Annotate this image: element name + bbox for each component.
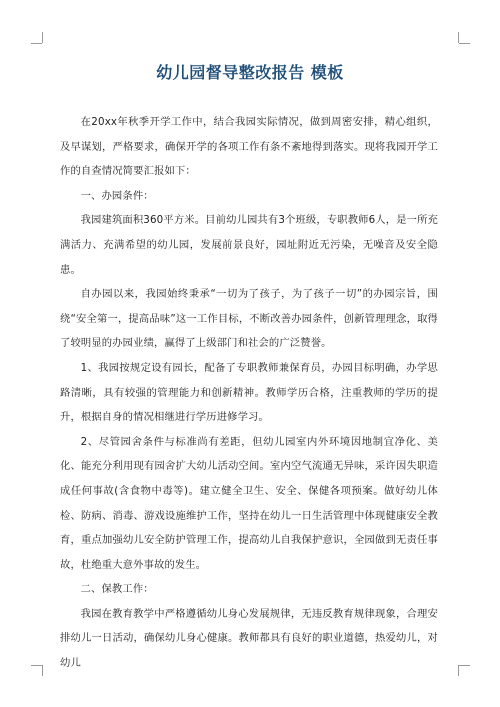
document-body [60, 110, 438, 676]
crop-mark-top-left-v [42, 32, 43, 43]
crop-mark-bottom-right-h [459, 665, 470, 666]
crop-mark-top-right-h [459, 43, 470, 44]
crop-mark-bottom-left-v [42, 665, 43, 676]
document-title: 幼儿园督导整改报告 模板 [156, 63, 344, 82]
section-heading-education: 二、保教工作： [80, 583, 154, 596]
section-heading-conditions: 一、办园条件： [80, 189, 154, 202]
paragraph-intro: 在20xx年秋季开学工作中，结合我园实际情况，做到周密安排，精心组织，及早谋划，严格要求，确保开学的各项工作有条不紊地得到落实。现将我园开学工作的自查情况简要汇报如下： [60, 116, 438, 178]
crop-mark-bottom-left-h [31, 665, 42, 666]
paragraph-philosophy: 自办园以来，我园始终秉承“一切为了孩子，为了孩子一切”的办园宗旨，围绕“安全第一，提高品味”这一工作目标，不断改善办园条件，创新管理理念，取得了较明显的办园业绩，赢得了上级部门和社会的广泛赞誉。 [60, 288, 438, 350]
paragraph-item-1: 1、我园按规定设有园长，配备了专职教师兼保育员，办园目标明确，办学思路清晰，具有较强的管理能力和创新精神。教师学历合格，注重教师的学历的提升，根据自身的情况相继进行学历进修学习。 [60, 361, 438, 424]
paragraph-building: 我园建筑面积360平方米。目前幼儿园共有3个班级，专职教师6人，是一所充满活力、充满希望的幼儿园，发展前景良好，园址附近无污染，无噪音及安全隐患。 [60, 214, 438, 276]
crop-mark-top-right-v [458, 32, 459, 43]
paragraph-education: 我园在教育教学中严格遵循幼儿身心发展规律，无违反教育规律现象，合理安排幼儿一日活动，确保幼儿身心健康。教师都具有良好的职业道德，热爱幼儿，对幼儿 [60, 607, 438, 670]
paragraph-item-2: 2、尽管园舍条件与标准尚有差距，但幼儿园室内外环境因地制宜净化、美化、能充分利用现有园舍扩大幼儿活动空间。室内空气流通无异味，采许因失职造成任何事故(含食物中毒等)。建立健全卫生、安全、保健各项预案。做好幼儿体检、防病、消毒、游戏设施维护工作，坚持在幼儿一日生活管理中体现健康安全教育，重点加强幼儿安全防护管理工作，提高幼儿自我保护意识，全园做到无责任事故，杜绝重大意外事故的发生。 [60, 435, 438, 571]
crop-mark-bottom-right-v [458, 665, 459, 676]
crop-mark-top-left-h [31, 43, 42, 44]
